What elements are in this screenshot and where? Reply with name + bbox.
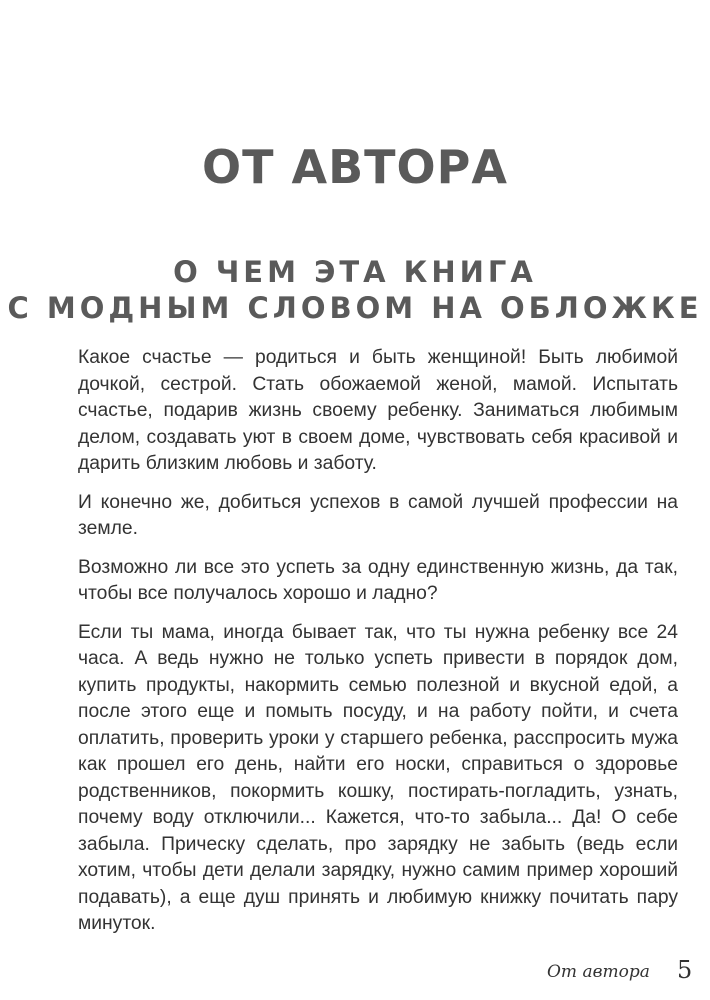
paragraph: И конечно же, добиться успехов в самой лучшей профессии на земле. [78,491,678,539]
paragraph: Какое счастье — родиться и быть женщиной! Быть любимой дочкой, сестрой. Стать обожаемой женой, мамой. Испытать счастье, подарив жизнь своему ребенку. Заниматься любимым делом, создавать уют в своем доме, чувствовать себя красивой и дарить близким любовь и заботу. [78,347,678,474]
section-title-line-1: О ЧЕМ ЭТА КНИГА [173,255,537,289]
body-text [78,345,678,950]
running-footer-title: От автора [547,962,650,982]
chapter-title: ОТ АВТОРА [202,140,508,194]
page-number: 5 [677,956,693,984]
paragraph: Возможно ли все это успеть за одну единственную жизнь, да так, чтобы все получалось хорошо и ладно? [78,556,678,604]
section-title-line-2: С МОДНЫМ СЛОВОМ НА ОБЛОЖКЕ [7,291,703,325]
paragraph: Если ты мама, иногда бывает так, что ты нужна ребенку все 24 часа. А ведь нужно не только успеть привести в порядок дом, купить продукты, накормить семью полезной и вкусной едой, а после этого еще и помыть посуду, и на работу пойти, и счета оплатить, проверить уроки у старшего ребенка, расспросить мужа как прошел его день, найти его носки, справиться о здоровье родственников, покормить кошку, постирать-погладить, узнать, почему воду отключили... Кажется, что-то забыла... Да! О себе забыла. Прическу сделать, про зарядку не забыть (ведь если хотим, чтобы дети делали зарядку, нужно самим пример хороший подавать), а еще душ принять и любимую книжку почитать пару минуток. [78,621,678,934]
section-title [0,254,710,326]
